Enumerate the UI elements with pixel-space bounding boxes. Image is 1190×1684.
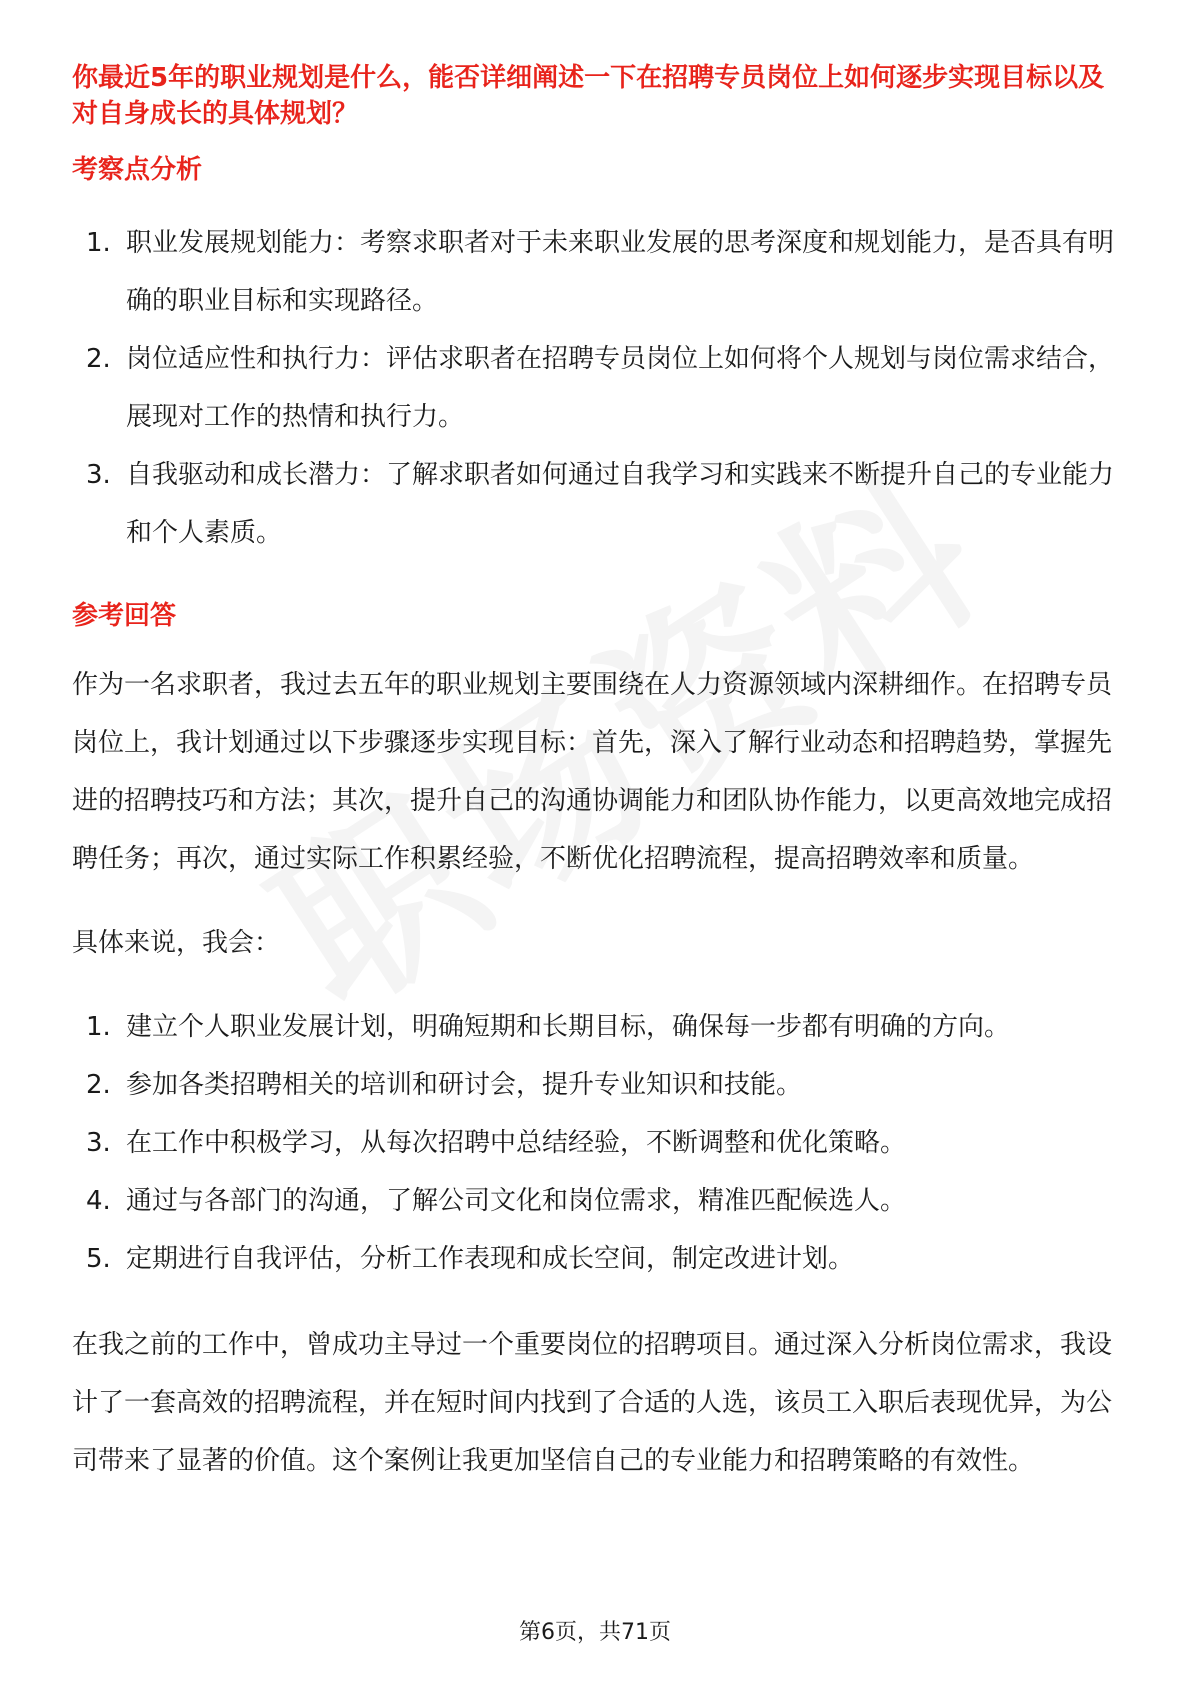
list-item — [72, 1114, 1118, 1172]
list-item-text: 定期进行自我评估，分析工作表现和成长空间，制定改进计划。 — [126, 1244, 855, 1274]
list-item-text: 自我驱动和成长潜力：了解求职者如何通过自我学习和实践来不断提升自己的专业能力和个人素质。 — [126, 460, 1115, 548]
list-item — [72, 1056, 1118, 1114]
list-item — [72, 330, 1118, 446]
list-item-number: 1. — [86, 228, 111, 258]
question-title: 你最近5年的职业规划是什么，能否详细阐述一下在招聘专员岗位上如何逐步实现目标以及对自身成长的具体规划？ — [72, 63, 1105, 129]
list-item-text: 建立个人职业发展计划，明确短期和长期目标，确保每一步都有明确的方向。 — [126, 1012, 1011, 1042]
list-item-text: 通过与各部门的沟通，了解公司文化和岗位需求，精准匹配候选人。 — [126, 1186, 907, 1216]
specific-plan-list — [72, 998, 1118, 1288]
list-item — [72, 446, 1118, 562]
list-item — [72, 214, 1118, 330]
list-item-text: 职业发展规划能力：考察求职者对于未来职业发展的思考深度和规划能力，是否具有明确的职业目标和实现路径。 — [126, 228, 1115, 316]
list-item-number: 4. — [86, 1186, 111, 1216]
list-item-text: 在工作中积极学习，从每次招聘中总结经验，不断调整和优化策略。 — [126, 1128, 907, 1158]
list-item-number: 1. — [86, 1012, 111, 1042]
list-item-number: 3. — [86, 1128, 111, 1158]
answer-lead-text: 具体来说，我会： — [72, 928, 281, 958]
page-content — [72, 60, 1118, 1490]
list-item-text: 参加各类招聘相关的培训和研讨会，提升专业知识和技能。 — [126, 1070, 803, 1100]
analysis-list — [72, 214, 1118, 562]
analysis-heading: 考察点分析 — [72, 155, 203, 185]
list-item-text: 岗位适应性和执行力：评估求职者在招聘专员岗位上如何将个人规划与岗位需求结合，展现对工作的热情和执行力。 — [126, 344, 1115, 432]
answer-intro-paragraph: 作为一名求职者，我过去五年的职业规划主要围绕在人力资源领域内深耕细作。在招聘专员岗位上，我计划通过以下步骤逐步实现目标：首先，深入了解行业动态和招聘趋势，掌握先进的招聘技巧和方法；其次，提升自己的沟通协调能力和团队协作能力，以更高效地完成招聘任务；再次，通过实际工作积累经验，不断优化招聘流程，提高招聘效率和质量。 — [72, 670, 1113, 874]
list-item — [72, 1230, 1118, 1288]
list-item-number: 2. — [86, 344, 111, 374]
list-item — [72, 998, 1118, 1056]
list-item-number: 5. — [86, 1244, 111, 1274]
list-item — [72, 1172, 1118, 1230]
page-number-footer: 第6页，共71页 — [519, 1620, 671, 1645]
list-item-number: 2. — [86, 1070, 111, 1100]
answer-case-paragraph: 在我之前的工作中，曾成功主导过一个重要岗位的招聘项目。通过深入分析岗位需求，我设计了一套高效的招聘流程，并在短时间内找到了合适的人选，该员工入职后表现优异，为公司带来了显著的价值。这个案例让我更加坚信自己的专业能力和招聘策略的有效性。 — [72, 1330, 1113, 1476]
answer-heading: 参考回答 — [72, 601, 177, 631]
list-item-number: 3. — [86, 460, 111, 490]
